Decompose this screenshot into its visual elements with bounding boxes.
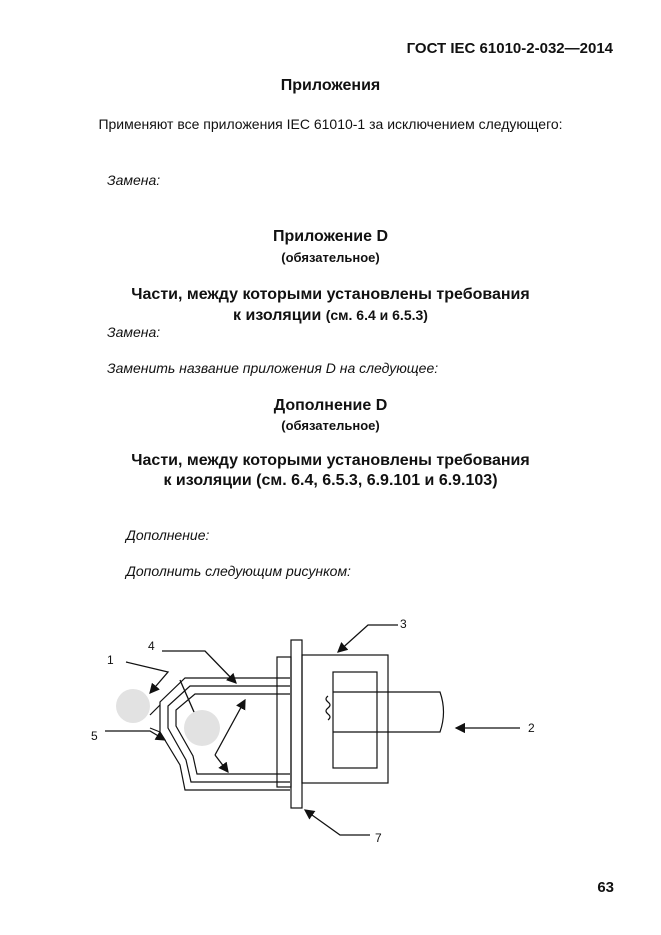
figure-label-1: 1 (107, 653, 114, 667)
annex-d-heading-line2 (0, 305, 661, 326)
insulation-figure (0, 600, 661, 860)
figure-label-3: 3 (400, 617, 407, 631)
leader-7 (305, 810, 370, 835)
annex-d-heading-main: к изоляции (233, 307, 326, 324)
addendum-d-status: (обязательное) (281, 418, 380, 433)
addendum-d-title: Дополнение D (273, 397, 388, 414)
addendum-d-heading-line2: к изоляции (см. 6.4, 6.5.3, 6.9.101 и 6.9.103) (163, 472, 498, 489)
replace-note: Заменить название приложения D на следующее: (107, 360, 439, 376)
replacement-label: Замена: (107, 172, 161, 188)
flange-collar (277, 657, 291, 787)
addition-label: Дополнение: (126, 527, 210, 543)
addendum-d-heading-line1: Части, между которыми установлены требования (131, 452, 530, 469)
coil-spring (326, 696, 330, 720)
section-title: Приложения (280, 77, 381, 94)
annex-d-title: Приложение D (272, 228, 389, 245)
leader-1 (126, 662, 168, 693)
conductor-2 (184, 710, 220, 746)
jaw-tip (150, 705, 160, 732)
figure-label-5: 5 (91, 729, 98, 743)
addendum-d-heading (0, 451, 661, 491)
figure-label-4: 4 (148, 639, 155, 653)
replacement-label-2: Замена: (107, 324, 161, 340)
intro-paragraph: Применяют все приложения IEC 61010-1 за исключением следующего: (98, 116, 563, 132)
page-number: 63 (597, 879, 614, 896)
annex-d-heading-line1: Части, между которыми установлены требования (131, 286, 530, 303)
addition-note: Дополнить следующим рисунком: (126, 563, 351, 579)
standard-designation: ГОСТ IEC 61010-2-032—2014 (406, 40, 613, 57)
figure-label-7: 7 (375, 831, 382, 845)
inner-housing (333, 672, 377, 768)
leader-3 (338, 625, 398, 652)
annex-d-status: (обязательное) (281, 250, 380, 265)
annex-d-heading (0, 285, 661, 326)
leader-6-down (215, 755, 228, 772)
leader-5 (105, 731, 165, 740)
flange-plate (291, 640, 302, 808)
annex-d-heading-ref: (см. 6.4 и 6.5.3) (325, 307, 428, 323)
conductor-1 (116, 689, 150, 723)
outer-housing (302, 655, 388, 783)
figure-label-2: 2 (528, 721, 535, 735)
